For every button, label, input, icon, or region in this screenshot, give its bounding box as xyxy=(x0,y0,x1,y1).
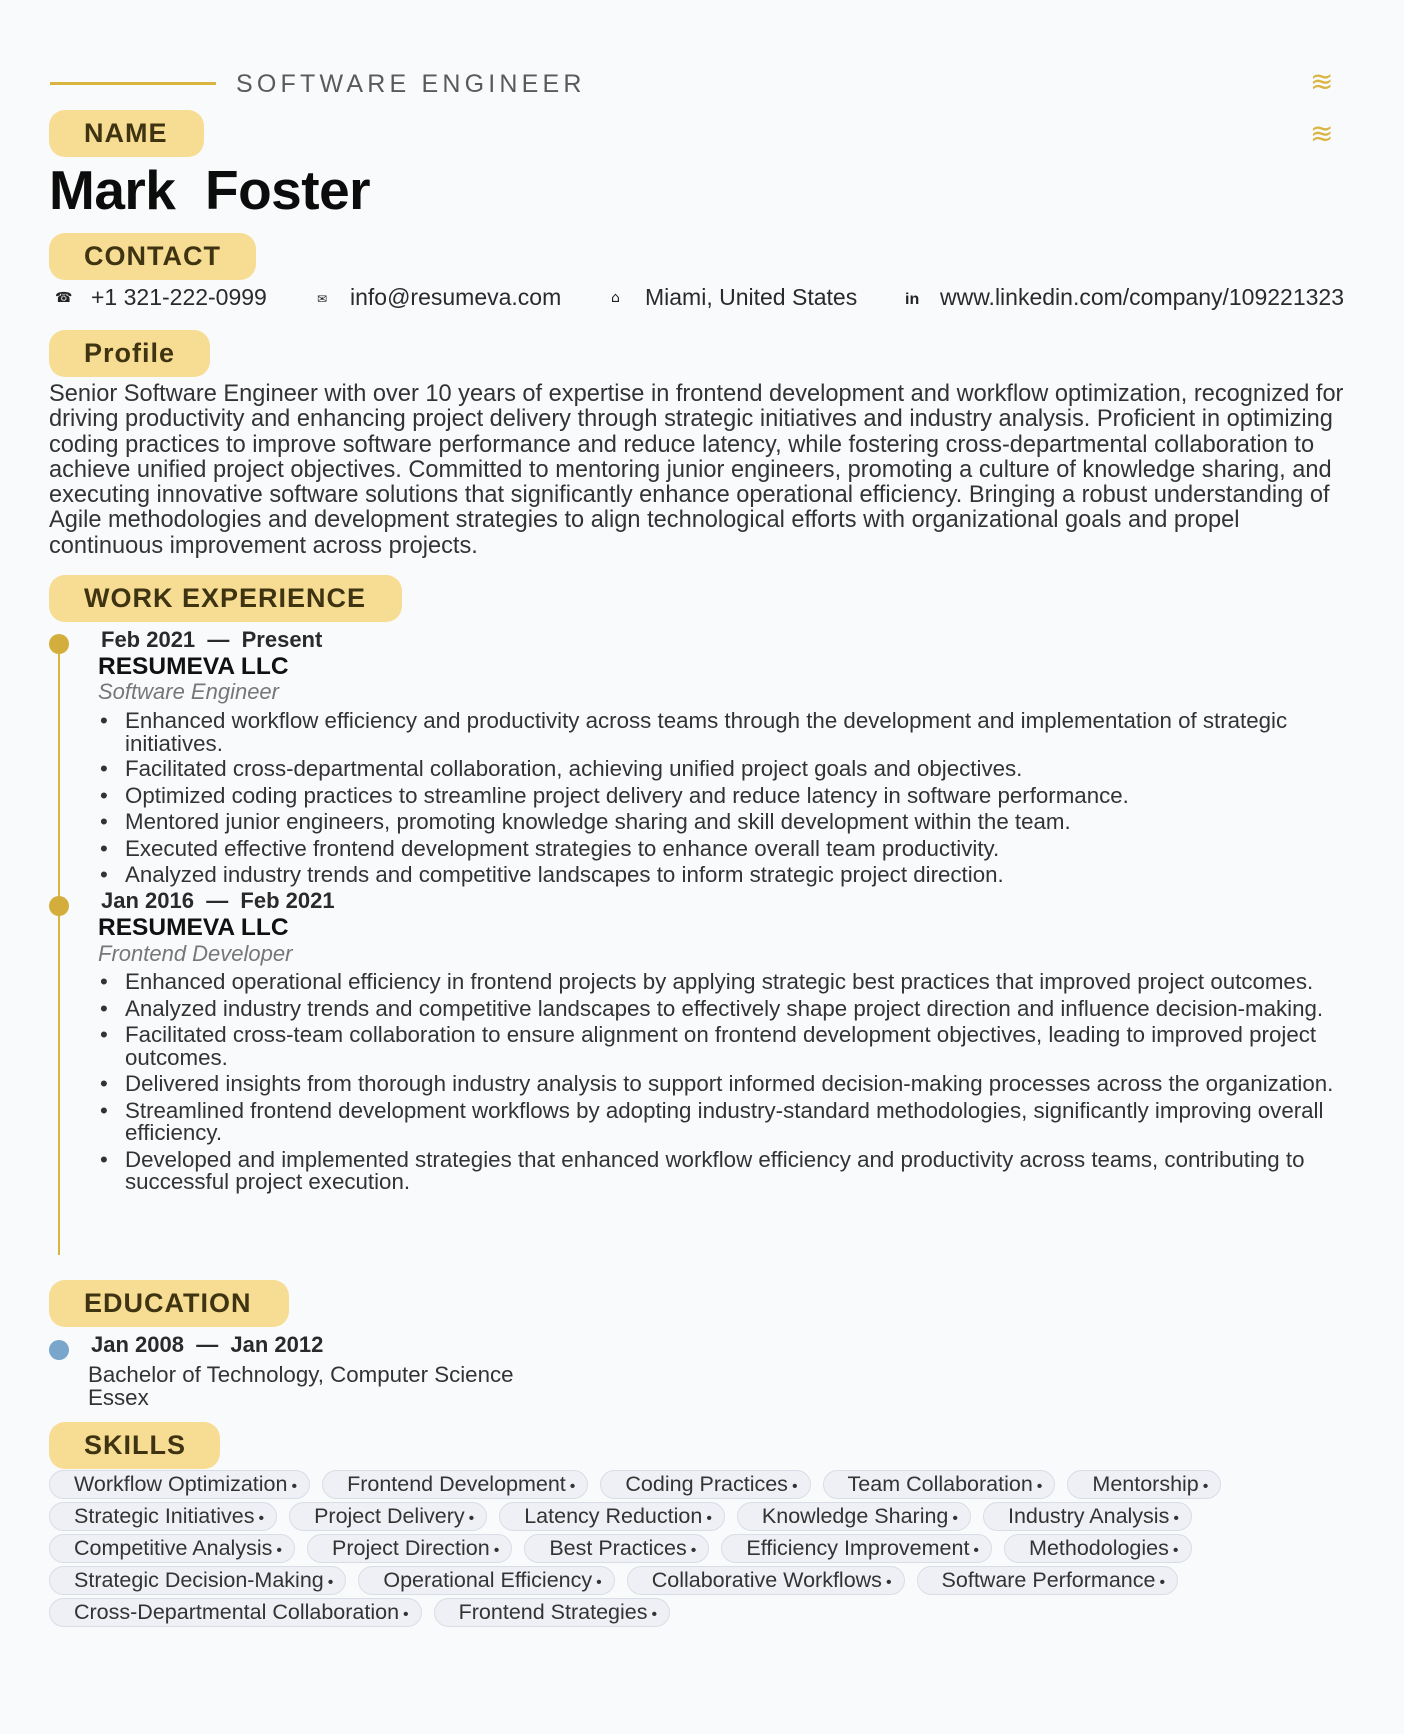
skill-separator-dot: • xyxy=(706,1510,712,1527)
skill-chip xyxy=(600,1470,810,1499)
skill-chip xyxy=(1004,1534,1191,1563)
list-item: • Optimized coding practices to streamline project delivery and reduce latency in software performance. xyxy=(98,785,1358,808)
section-work-label: WORK EXPERIENCE xyxy=(49,575,402,622)
skill-separator-dot: • xyxy=(952,1510,958,1527)
timeline-dot xyxy=(49,1340,69,1360)
skill-separator-dot: • xyxy=(258,1510,265,1527)
skill-chip xyxy=(307,1534,512,1563)
education-school: Essex xyxy=(88,1385,149,1410)
skill-label: Coding Practices xyxy=(625,1472,788,1496)
list-item: • Streamlined frontend development workflows by adopting industry-standard methodologies, significantly improving overall efficiency. xyxy=(98,1100,1358,1145)
list-item: • Facilitated cross-team collaboration to ensure alignment on frontend development objectives, leading to improved project outcomes. xyxy=(98,1024,1358,1069)
contact-phone: +1 321-222-0999 xyxy=(91,284,267,310)
skill-separator-dot: • xyxy=(1172,1542,1179,1559)
skill-chip xyxy=(737,1502,971,1531)
skill-chip xyxy=(49,1566,346,1595)
skill-separator-dot: • xyxy=(291,1478,298,1495)
job-date: Jan 2016 — Feb 2021 xyxy=(101,888,335,913)
job-company: RESUMEVA LLC xyxy=(98,914,289,941)
skill-label: Collaborative Workflows xyxy=(651,1568,882,1592)
profile-summary: Senior Software Engineer with over 10 years of expertise in frontend development and workflow optimization, recognized for driving productivity and enhancing project delivery through strategic initiatives and industry analysis. Proficient in optimizing coding practices to improve software performance and reduce latency, while fostering cross-departmental collaboration to achieve unified project objectives. Committed to mentoring junior engineers, promoting a culture of knowledge sharing, and executing innovative software solutions that significantly enhance operational efficiency. Bringing a robust understanding of Agile methodologies and development strategies to align technological efforts with organizational goals and propel continuous improvement across projects. xyxy=(49,381,1344,559)
skill-chip xyxy=(499,1502,725,1531)
skill-separator-dot: • xyxy=(973,1542,980,1559)
list-item: • Analyzed industry trends and competitive landscapes to inform strategic project direction. xyxy=(98,864,1358,887)
skill-chip xyxy=(49,1534,295,1563)
job-bullets xyxy=(98,710,1358,887)
skill-separator-dot: • xyxy=(276,1542,282,1559)
skill-chip xyxy=(627,1566,905,1595)
skill-chip xyxy=(358,1566,614,1595)
skill-label: Project Direction xyxy=(331,1536,490,1560)
first-name: Mark xyxy=(49,159,176,221)
wave-icon: ≋ xyxy=(1310,117,1334,150)
job-bullets xyxy=(98,971,1358,1194)
skill-separator-dot: • xyxy=(468,1510,475,1527)
linkedin-icon: in xyxy=(905,291,920,308)
skill-row xyxy=(49,1598,1369,1630)
header-rule xyxy=(50,82,216,85)
timeline-dot xyxy=(49,896,69,916)
phone-icon: ☎ xyxy=(55,290,73,306)
job-title: SOFTWARE ENGINEER xyxy=(236,70,586,98)
job-role: Software Engineer xyxy=(98,679,279,704)
skill-label: Workflow Optimization xyxy=(74,1472,288,1496)
skill-separator-dot: • xyxy=(1173,1510,1179,1527)
skill-chip xyxy=(524,1534,709,1563)
skill-separator-dot: • xyxy=(690,1542,697,1559)
skill-label: Best Practices xyxy=(549,1536,687,1560)
list-item: • Executed effective frontend development strategies to enhance overall team productivity. xyxy=(98,838,1358,861)
timeline-line xyxy=(58,645,60,1255)
job-company: RESUMEVA LLC xyxy=(98,653,289,680)
skill-separator-dot: • xyxy=(885,1574,892,1591)
skill-separator-dot: • xyxy=(1159,1574,1166,1591)
skill-label: Latency Reduction xyxy=(524,1504,703,1528)
skill-label: Frontend Development xyxy=(347,1472,566,1496)
skill-label: Industry Analysis xyxy=(1008,1504,1170,1528)
list-item: • Enhanced workflow efficiency and productivity across teams through the development and implementation of strategic initiatives. xyxy=(98,710,1358,755)
skill-label: Frontend Strategies xyxy=(458,1600,648,1624)
section-skills-label: SKILLS xyxy=(49,1422,220,1469)
skill-label: Strategic Initiatives xyxy=(74,1504,255,1528)
education-date: Jan 2008 — Jan 2012 xyxy=(91,1332,324,1357)
list-item: • Developed and implemented strategies that enhanced workflow efficiency and productivity across teams, contributing to successful project execution. xyxy=(98,1149,1358,1194)
skill-chip xyxy=(322,1470,588,1499)
skill-separator-dot: • xyxy=(651,1606,658,1623)
list-item: • Analyzed industry trends and competitive landscapes to effectively shape project direction and influence decision-making. xyxy=(98,998,1358,1021)
skill-chip xyxy=(434,1598,670,1627)
skill-row xyxy=(49,1470,1369,1502)
list-item: • Mentored junior engineers, promoting knowledge sharing and skill development within the team. xyxy=(98,811,1358,834)
skill-label: Team Collaboration xyxy=(847,1472,1033,1496)
skill-chip xyxy=(917,1566,1179,1595)
skill-chip xyxy=(49,1502,277,1531)
skill-label: Project Delivery xyxy=(314,1504,465,1528)
skill-separator-dot: • xyxy=(569,1478,576,1495)
skill-separator-dot: • xyxy=(403,1606,409,1623)
skill-label: Software Performance xyxy=(941,1568,1156,1592)
education-degree: Bachelor of Technology, Computer Science xyxy=(88,1362,514,1387)
home-icon: ⌂ xyxy=(611,290,620,306)
skill-chip xyxy=(823,1470,1056,1499)
skill-label: Cross-Departmental Collaboration xyxy=(74,1600,400,1624)
skill-row xyxy=(49,1502,1369,1534)
skill-label: Efficiency Improvement xyxy=(746,1536,970,1560)
skill-label: Methodologies xyxy=(1029,1536,1169,1560)
last-name: Foster xyxy=(204,159,371,221)
job-date: Feb 2021 — Present xyxy=(101,627,323,652)
skill-chip xyxy=(289,1502,487,1531)
contact-email[interactable]: info@resumeva.com xyxy=(350,284,562,310)
section-name-label: NAME xyxy=(49,110,204,157)
skill-separator-dot: • xyxy=(596,1574,602,1591)
job-role: Frontend Developer xyxy=(98,941,293,966)
skill-label: Strategic Decision-Making xyxy=(74,1568,324,1592)
list-item: • Enhanced operational efficiency in frontend projects by applying strategic best practices that improved project outcomes. xyxy=(98,971,1358,994)
skill-separator-dot: • xyxy=(493,1542,500,1559)
list-item: • Delivered insights from thorough industry analysis to support informed decision-making processes across the organization. xyxy=(98,1073,1358,1096)
skill-chip xyxy=(49,1598,422,1627)
section-contact-label: CONTACT xyxy=(49,233,256,280)
skill-separator-dot: • xyxy=(791,1478,798,1495)
skill-label: Operational Efficiency xyxy=(383,1568,593,1592)
skill-separator-dot: • xyxy=(327,1574,334,1591)
skills-list xyxy=(49,1470,1369,1630)
skill-chip xyxy=(1067,1470,1221,1499)
email-icon: ✉ xyxy=(317,292,328,306)
skill-chip xyxy=(49,1470,310,1499)
section-profile-label: Profile xyxy=(49,330,210,377)
skill-separator-dot: • xyxy=(1036,1478,1043,1495)
skill-label: Knowledge Sharing xyxy=(761,1504,949,1528)
wave-icon: ≋ xyxy=(1310,65,1334,98)
skill-row xyxy=(49,1566,1369,1598)
section-education-label: EDUCATION xyxy=(49,1280,289,1327)
contact-location: Miami, United States xyxy=(645,284,858,310)
person-name xyxy=(49,158,370,222)
skill-chip xyxy=(721,1534,992,1563)
skill-separator-dot: • xyxy=(1202,1478,1209,1495)
skill-chip xyxy=(983,1502,1192,1531)
timeline-dot xyxy=(49,634,69,654)
list-item: • Facilitated cross-departmental collaboration, achieving unified project goals and objectives. xyxy=(98,758,1358,781)
skill-label: Mentorship xyxy=(1092,1472,1199,1496)
skill-label: Competitive Analysis xyxy=(74,1536,273,1560)
contact-linkedin[interactable]: www.linkedin.com/company/109221323 xyxy=(940,284,1345,310)
skill-row xyxy=(49,1534,1369,1566)
